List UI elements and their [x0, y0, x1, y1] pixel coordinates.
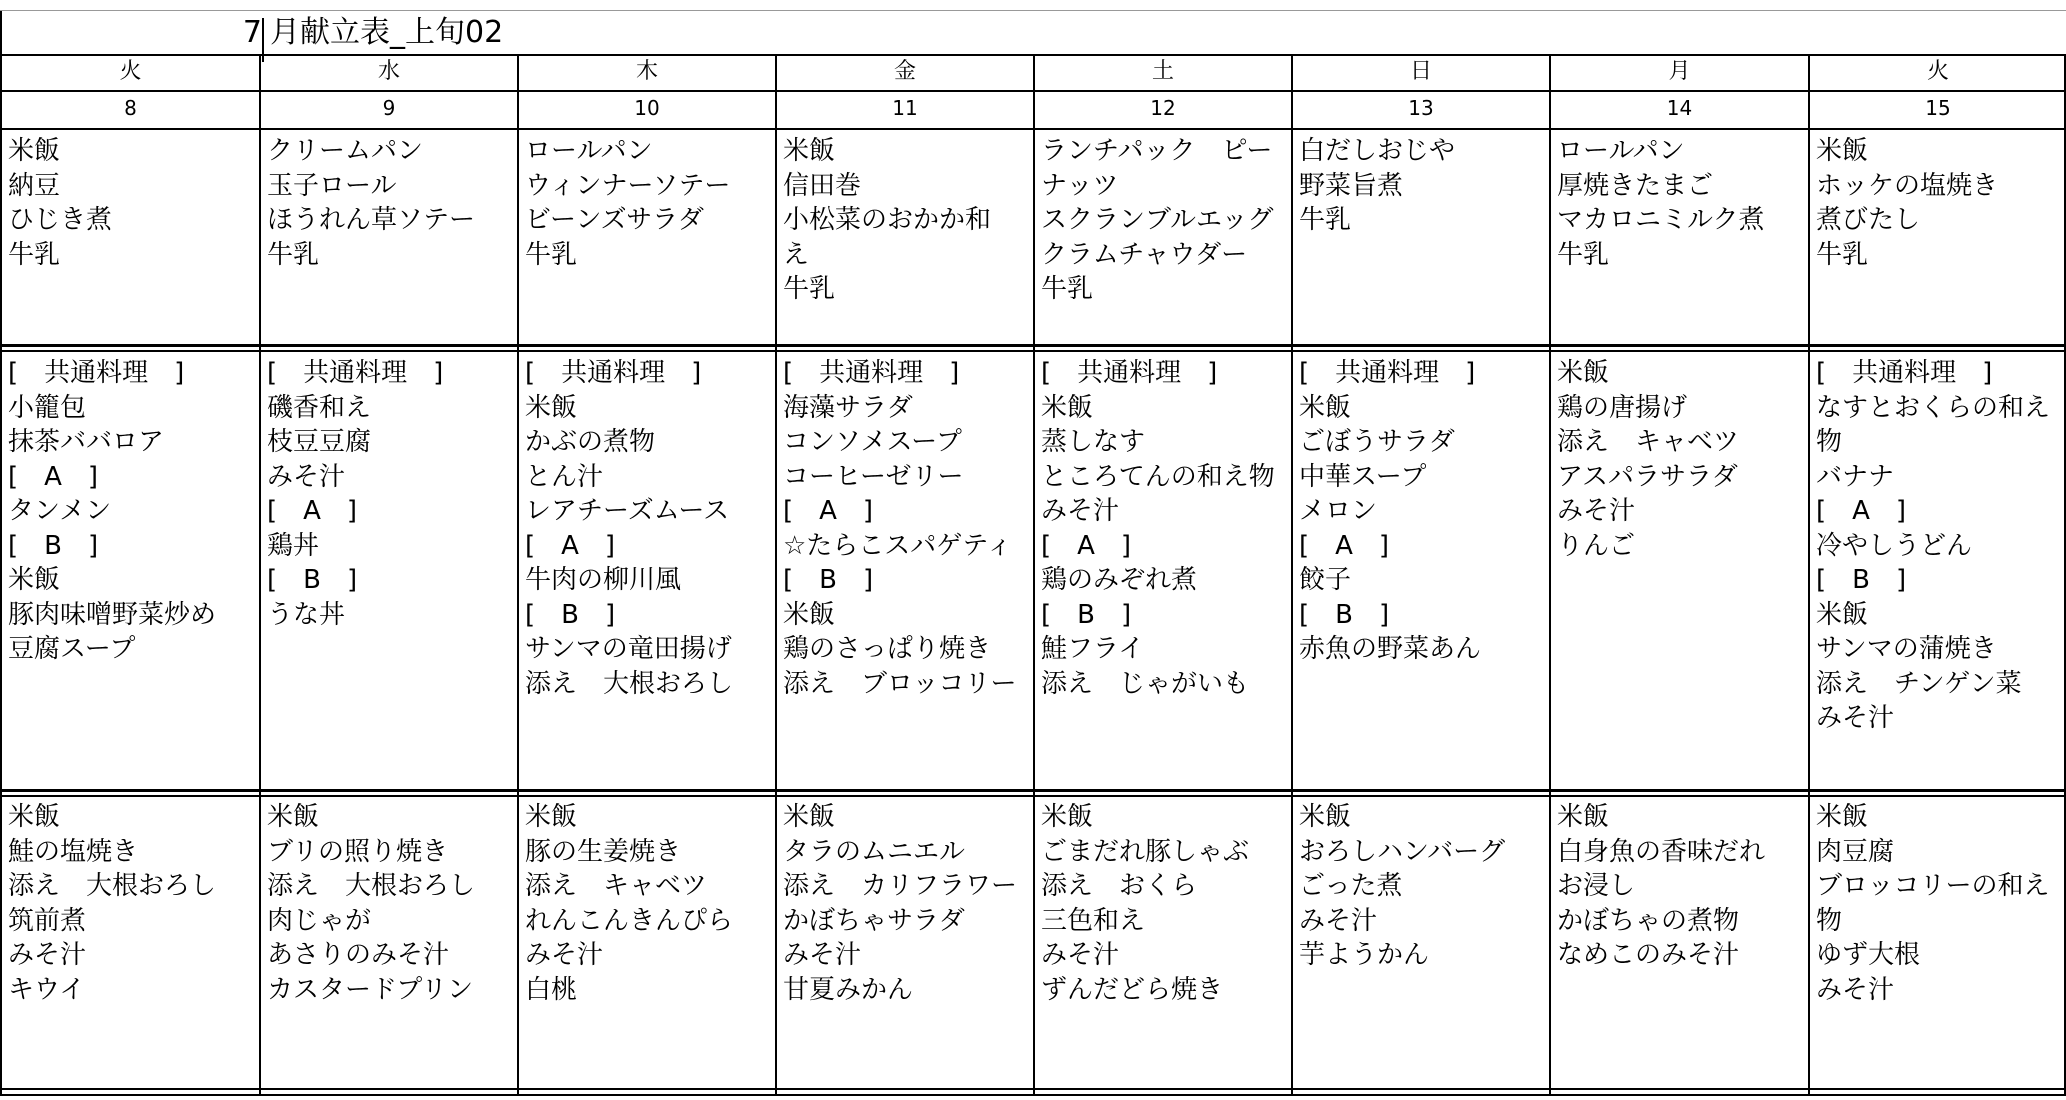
- menu-item: ゆず大根: [1816, 940, 1921, 970]
- menu-item: [ A ]: [267, 496, 358, 526]
- date-header: 15: [1925, 96, 1951, 120]
- menu-item: 米飯: [8, 802, 61, 832]
- menu-item: 厚焼きたまご: [1557, 170, 1714, 201]
- menu-item: バナナ: [1816, 461, 1895, 492]
- menu-item: 餃子: [1299, 565, 1352, 595]
- dinner-cell: [1551, 800, 1808, 1086]
- menu-item: [ B ]: [783, 565, 874, 595]
- menu-item: [ A ]: [525, 530, 616, 561]
- menu-item: みそ汁: [1816, 703, 1895, 733]
- menu-item: あさりのみそ汁: [267, 940, 450, 970]
- menu-item: ずんだどら焼き: [1041, 974, 1224, 1005]
- menu-item: 三色和え: [1041, 905, 1146, 936]
- menu-item: 納豆: [8, 170, 61, 201]
- weekday-header: 火: [1926, 59, 1949, 84]
- menu-item: おろしハンバーグ: [1299, 836, 1506, 867]
- menu-item: 中華スープ: [1299, 461, 1427, 492]
- breakfast-cell: [519, 134, 775, 342]
- menu-item: 白だしおじや: [1299, 136, 1456, 166]
- menu-item: 米飯: [1816, 136, 1869, 166]
- menu-item: ロールパン: [525, 136, 653, 166]
- breakfast-cell: [261, 134, 517, 342]
- menu-item: 白身魚の香味だれ: [1557, 836, 1766, 867]
- menu-item: 鶏のみぞれ煮: [1041, 565, 1198, 595]
- menu-item: 枝豆豆腐: [267, 427, 372, 457]
- menu-item: みそ汁: [1557, 496, 1636, 526]
- menu-item: 鮭の塩焼き: [8, 836, 139, 867]
- menu-item: メロン: [1299, 496, 1378, 526]
- breakfast-cell: [777, 134, 1033, 342]
- menu-item: [ B ]: [1299, 599, 1390, 630]
- menu-item: 米飯: [783, 802, 836, 832]
- menu-item: 米飯: [783, 599, 836, 630]
- menu-item: サンマの蒲焼き: [1816, 634, 1997, 664]
- menu-item: 野菜旨煮: [1299, 170, 1404, 201]
- menu-item: ランチパック ピー: [1041, 136, 1273, 166]
- weekday-header: 水: [377, 59, 400, 84]
- menu-item: 牛乳: [1816, 239, 1869, 270]
- breakfast-cell: [1810, 134, 2066, 342]
- menu-item: ひじき煮: [8, 205, 113, 235]
- breakfast-cell: [1551, 134, 1808, 342]
- menu-item: 玉子ロール: [267, 170, 397, 201]
- menu-item: 筑前煮: [8, 905, 87, 936]
- menu-item: クラムチャウダー: [1041, 239, 1248, 270]
- menu-item: 牛肉の柳川風: [525, 565, 682, 595]
- menu-item: [ B ]: [525, 599, 616, 630]
- dinner-cell: [1810, 800, 2066, 1086]
- menu-item: 甘夏みかん: [783, 974, 914, 1005]
- menu-item: みそ汁: [8, 940, 87, 970]
- menu-item: 添え 大根おろし: [8, 871, 217, 901]
- date-header: 9: [382, 96, 396, 120]
- menu-item: ビーンズサラダ: [525, 205, 704, 235]
- title-row: [0, 10, 2066, 54]
- menu-item: キウイ: [8, 974, 86, 1005]
- menu-item: [ B ]: [8, 530, 99, 561]
- lunch-cell: [261, 356, 517, 786]
- menu-item: [ A ]: [1816, 496, 1907, 526]
- menu-item: サンマの竜田揚げ: [525, 634, 732, 664]
- menu-item: [ 共通料理 ]: [525, 358, 702, 388]
- menu-item: りんご: [1557, 530, 1636, 561]
- lunch-cell: [1810, 356, 2066, 786]
- menu-item: ごまだれ豚しゃぶ: [1041, 836, 1250, 867]
- menu-item: ☆たらこスパゲティ: [783, 530, 1013, 561]
- menu-item: 添え ブロッコリー: [783, 668, 1017, 699]
- menu-item: 添え カリフラワー: [783, 871, 1018, 901]
- page-title: 月献立表_上旬02: [270, 15, 504, 50]
- menu-item: みそ汁: [1299, 905, 1378, 936]
- menu-item: 肉じゃが: [267, 905, 372, 936]
- menu-item: 米飯: [1299, 802, 1352, 832]
- menu-item: とん汁: [525, 461, 604, 492]
- menu-item: 添え 大根おろし: [525, 668, 734, 699]
- dinner-cell: [1293, 800, 1549, 1086]
- dinner-cell: [2, 800, 259, 1086]
- menu-item: 鶏のさっぱり焼き: [783, 634, 992, 664]
- menu-item: 米飯: [8, 136, 61, 166]
- weekday-header: 土: [1151, 59, 1174, 84]
- menu-item: [ 共通料理 ]: [783, 358, 960, 388]
- grid-hline: [0, 10, 2066, 11]
- weekday-header: 木: [635, 59, 658, 84]
- menu-item: 米飯: [1557, 358, 1610, 388]
- menu-item: ナッツ: [1041, 170, 1119, 201]
- menu-item: 赤魚の野菜あん: [1299, 634, 1482, 664]
- menu-item: え: [783, 239, 810, 270]
- lunch-cell: [2, 356, 259, 786]
- grid-vline: [0, 10, 2, 54]
- date-header: 8: [124, 96, 137, 120]
- menu-item: タラのムニエル: [783, 836, 966, 867]
- menu-item: みそ汁: [783, 940, 862, 970]
- dinner-cell: [1035, 800, 1291, 1086]
- menu-item: 牛乳: [267, 239, 320, 270]
- menu-item: 牛乳: [1557, 239, 1610, 270]
- breakfast-cell: [1293, 134, 1549, 342]
- menu-item: ほうれん草ソテー: [267, 205, 476, 235]
- menu-item: マカロニミルク煮: [1557, 205, 1765, 235]
- menu-item: 磯香和え: [267, 392, 372, 423]
- menu-item: 蒸しなす: [1041, 427, 1146, 457]
- menu-item: 鮭フライ: [1041, 634, 1145, 664]
- menu-item: 米飯: [267, 802, 320, 832]
- dinner-cell: [777, 800, 1033, 1086]
- menu-item: 物: [1816, 905, 1843, 936]
- menu-item: 鶏の唐揚げ: [1557, 392, 1688, 423]
- menu-item: カスタードプリン: [267, 974, 474, 1005]
- dinner-cell: [261, 800, 517, 1086]
- menu-item: [ B ]: [267, 565, 358, 595]
- menu-item: なめこのみそ汁: [1557, 940, 1740, 970]
- menu-item: レアチーズムース: [525, 496, 730, 526]
- menu-item: 米飯: [1041, 802, 1094, 832]
- menu-item: れんこんきんぴら: [525, 905, 734, 936]
- lunch-cell: [1551, 356, 1808, 786]
- menu-item: 豚の生姜焼き: [525, 836, 682, 867]
- menu-item: 鶏丼: [267, 530, 320, 561]
- menu-item: コンソメスープ: [783, 427, 962, 457]
- lunch-cell: [1035, 356, 1291, 786]
- menu-item: 米飯: [525, 392, 578, 423]
- menu-item: 物: [1816, 427, 1843, 457]
- menu-item: かぼちゃサラダ: [783, 905, 965, 936]
- menu-item: 信田巻: [783, 170, 862, 201]
- menu-item: お浸し: [1557, 871, 1636, 901]
- menu-item: 牛乳: [1299, 205, 1352, 235]
- menu-item: 白桃: [525, 974, 578, 1005]
- menu-item: 肉豆腐: [1816, 836, 1895, 867]
- menu-item: ロールパン: [1557, 136, 1685, 166]
- menu-item: 牛乳: [8, 239, 61, 270]
- menu-item: 添え じゃがいも: [1041, 668, 1250, 699]
- menu-item: 小松菜のおかか和: [783, 205, 992, 235]
- menu-item: ブリの照り焼き: [267, 836, 448, 867]
- menu-item: 抹茶ババロア: [8, 427, 165, 457]
- menu-item: 米飯: [8, 565, 61, 595]
- menu-item: 添え おくら: [1041, 871, 1198, 901]
- date-header: 12: [1150, 96, 1176, 120]
- menu-item: 海藻サラダ: [783, 392, 913, 423]
- title-month: 7: [242, 15, 262, 50]
- menu-item: かぼちゃの煮物: [1557, 905, 1740, 936]
- breakfast-cell: [2, 134, 259, 342]
- menu-item: タンメン: [8, 496, 112, 526]
- menu-item: なすとおくらの和え: [1816, 392, 2051, 423]
- date-header: 14: [1666, 96, 1693, 120]
- menu-item: [ A ]: [1041, 530, 1132, 561]
- lunch-cell: [519, 356, 775, 786]
- menu-item: 牛乳: [1041, 274, 1094, 304]
- menu-item: [ 共通料理 ]: [1299, 358, 1476, 388]
- menu-item: [ 共通料理 ]: [267, 358, 444, 388]
- menu-item: 豆腐スープ: [8, 634, 136, 664]
- menu-item: 米飯: [525, 802, 578, 832]
- weekday-header: 日: [1409, 59, 1432, 84]
- menu-item: みそ汁: [1816, 974, 1895, 1005]
- menu-item: 添え 大根おろし: [267, 871, 476, 901]
- weekday-header: 金: [893, 59, 916, 84]
- menu-item: 小籠包: [8, 392, 87, 423]
- menu-item: [ 共通料理 ]: [8, 358, 185, 388]
- menu-item: 添え チンゲン菜: [1816, 668, 2022, 699]
- menu-item: コーヒーゼリー: [783, 461, 964, 492]
- menu-item: [ B ]: [1041, 599, 1132, 630]
- breakfast-cell: [1035, 134, 1291, 342]
- menu-item: ウィンナーソテー: [525, 170, 731, 201]
- lunch-cell: [1293, 356, 1549, 786]
- weekday-header: 火: [119, 59, 142, 84]
- menu-item: 豚肉味噌野菜炒め: [8, 599, 217, 630]
- menu-item: 冷やしうどん: [1816, 530, 1973, 561]
- menu-item: クリームパン: [267, 136, 424, 166]
- menu-item: ごぼうサラダ: [1299, 427, 1455, 457]
- menu-item: 米飯: [1299, 392, 1352, 423]
- menu-item: 芋ようかん: [1299, 940, 1430, 970]
- menu-item: うな丼: [267, 599, 346, 630]
- menu-item: [ B ]: [1816, 565, 1907, 595]
- menu-item: みそ汁: [1041, 496, 1120, 526]
- menu-item: みそ汁: [1041, 940, 1120, 970]
- weekday-header: 月: [1668, 59, 1691, 84]
- menu-item: 米飯: [1041, 392, 1094, 423]
- dinner-cell: [519, 800, 775, 1086]
- menu-item: 米飯: [783, 136, 836, 166]
- date-header: 13: [1408, 96, 1434, 120]
- menu-item: 牛乳: [783, 274, 836, 304]
- menu-item: 煮びたし: [1816, 205, 1921, 235]
- lunch-cell: [777, 356, 1033, 786]
- menu-item: [ A ]: [8, 461, 99, 492]
- date-header: 10: [634, 96, 660, 120]
- menu-item: かぶの煮物: [525, 427, 656, 457]
- menu-item: アスパラサラダ: [1557, 461, 1738, 492]
- menu-item: [ 共通料理 ]: [1816, 358, 1993, 388]
- menu-item: スクランブルエッグ: [1041, 205, 1274, 235]
- menu-item: みそ汁: [267, 461, 346, 492]
- menu-item: [ 共通料理 ]: [1041, 358, 1218, 388]
- date-header: 11: [892, 96, 918, 120]
- menu-item: ホッケの塩焼き: [1816, 170, 1999, 201]
- menu-item: 牛乳: [525, 239, 578, 270]
- menu-item: [ A ]: [783, 496, 874, 526]
- menu-item: ブロッコリーの和え: [1816, 871, 2050, 901]
- menu-item: みそ汁: [525, 940, 604, 970]
- menu-item: 米飯: [1816, 802, 1869, 832]
- menu-item: 添え キャベツ: [1557, 427, 1740, 457]
- menu-item: 添え キャベツ: [525, 871, 708, 901]
- menu-item: 米飯: [1816, 599, 1869, 630]
- menu-item: 米飯: [1557, 802, 1610, 832]
- menu-item: ところてんの和え物: [1041, 461, 1275, 492]
- menu-item: [ A ]: [1299, 530, 1390, 561]
- menu-item: ごった煮: [1299, 871, 1403, 901]
